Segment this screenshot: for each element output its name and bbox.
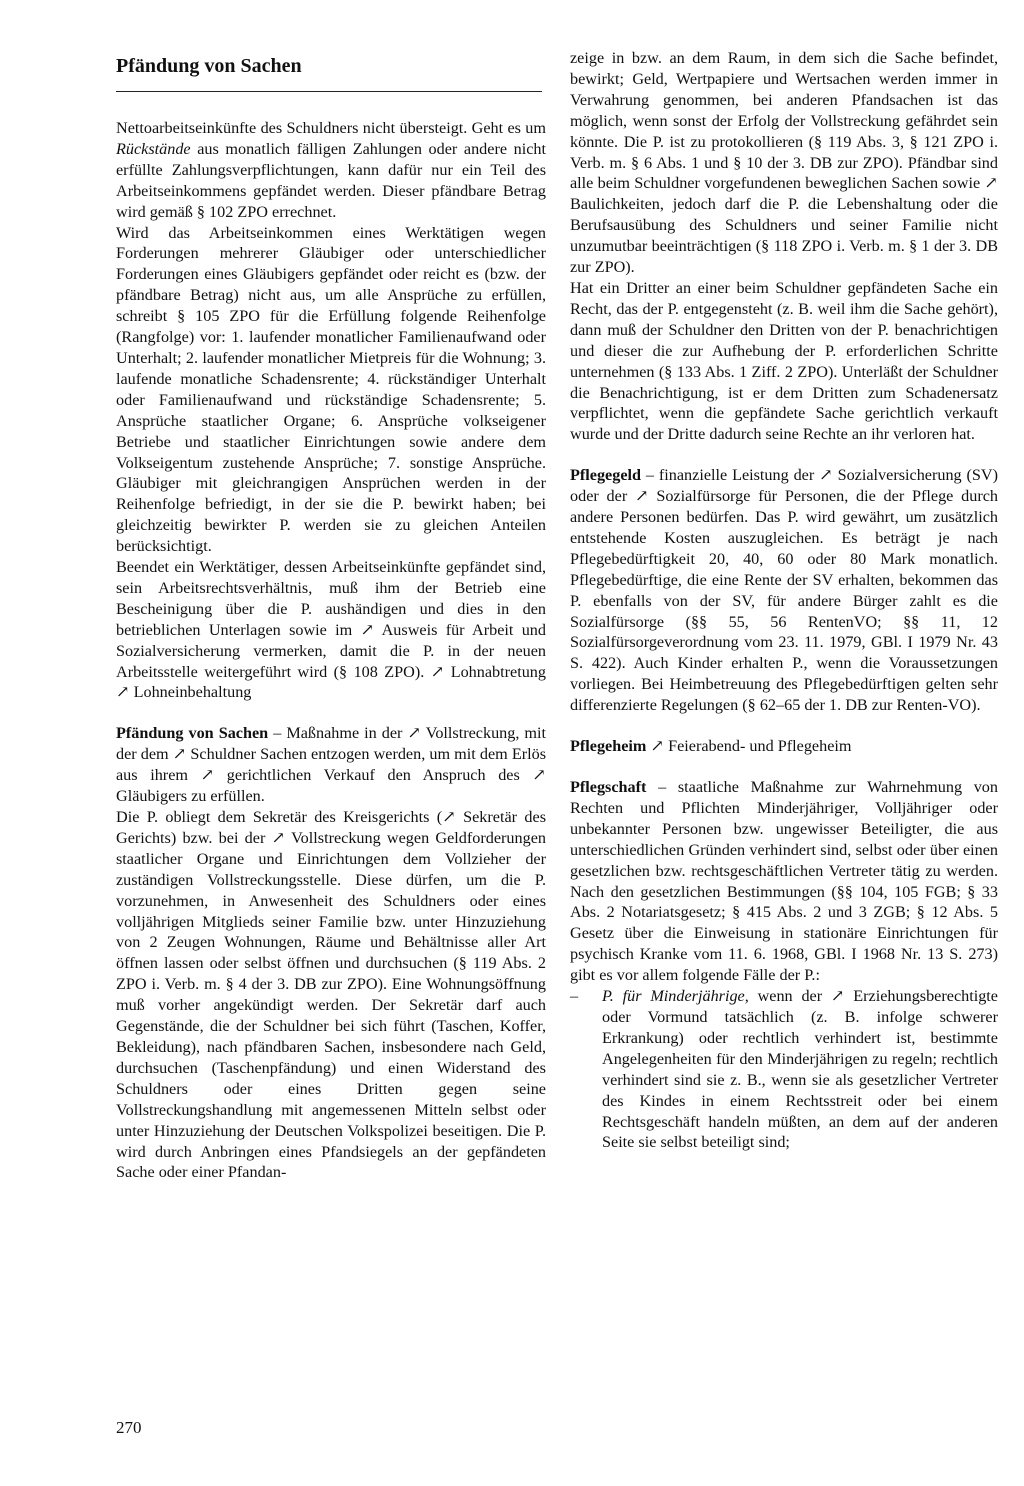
entry-headword: Pflegegeld (570, 466, 642, 485)
entry-pflegschaft (570, 777, 998, 986)
entry-pflegeheim (570, 736, 998, 757)
entry-headword: Pflegeheim (570, 737, 647, 756)
paragraph: Hat ein Dritter an einer beim Schuldner gepfändeten Sache ein Recht, das der P. entgegensteht (z. B. weil ihm die Sache gehört), dann muß der Schuldner den Dritten von der P. benachrichtigen und dieser die zur Aufhebung der P. erforderlichen Schritte unternehmen (§ 133 Abs. 1 Ziff. 2 ZPO). Unterläßt der Schuldner die Benachrichtigung, ist er dem Dritten zum Schadenersatz verpflichtet, wenn die gepfändete Sache gerichtlich verkauft wurde und der Dritte dadurch seine Rechte an ihr verloren hat. (570, 278, 998, 444)
text: Nettoarbeitseinkünfte des Schuldners nicht übersteigt. Geht es um (116, 119, 546, 137)
list-item-text (602, 986, 998, 1153)
list-item (570, 986, 998, 1153)
paragraph: zeige in bzw. an dem Raum, in dem sich die Sache befindet, bewirkt; Geld, Wertpapiere und Wertsachen werden immer in Verwahrung genommen, bei anderen Pfandsachen ist das möglich, wenn sonst der Erfolg der Vollstreckung gefährdet sein könnte. Die P. ist zu protokollieren (§ 119 Abs. 3, § 121 ZPO i. Verb. m. § 6 Abs. 1 und § 10 der 3. DB zur ZPO). Pfändbar sind alle beim Schuldner vorgefundenen beweglichen Sachen sowie ↗ Baulichkeiten, jedoch darf die P. die Lebenshaltung oder die Berufsausübung des Schuldners und seiner Familie nicht unzumutbar beeinträchtigen (§ 118 ZPO i. Verb. m. § 1 der 3. DB zur ZPO). (570, 49, 998, 277)
paragraph: Wird das Arbeitseinkommen eines Werktätigen wegen Forderungen mehrerer Gläubiger oder unterschiedlicher Forderungen eines Gläubigers gepfändet oder reicht es (bzw. der pfändbare Betrag) nicht aus, um alle Ansprüche zu erfüllen, schreibt § 105 ZPO für die Erfüllung folgende Reihenfolge (Rangfolge) vor: 1. laufender monatlicher Familienaufwand oder Unterhalt; 2. laufender monatlicher Mietpreis für die Wohnung; 3. laufende monatliche Schadensrente; 4. rückständiger Unterhalt oder Familienaufwand und rückständige Schadensrente; 5. Ansprüche staatlicher Organe; 6. Ansprüche volkseigener Betriebe und staatlicher Einrichtungen sowie andere dem Volkseigentum zustehende Ansprüche; 7. sonstige Ansprüche. Gläubiger mit gleichrangigen Ansprüchen werden in der Reihenfolge befriedigt, in der sie die P. bewirkt haben; bei gleichzeitig bewirkter P. werden sie zu gleichen Anteilen berücksichtigt. (116, 223, 546, 556)
right-column (570, 48, 998, 1153)
italic-term: P. für Minderjährige, (602, 987, 749, 1006)
running-header: Pfändung von Sachen (116, 55, 302, 77)
paragraph (116, 118, 546, 223)
italic-term: Rückstände (116, 139, 191, 158)
entry-pfaendung-von-sachen (116, 723, 546, 807)
header-rule (116, 91, 542, 92)
paragraph: Beendet ein Werktätiger, dessen Arbeitseinkünfte gepfändet sind, sein Arbeitsrechtsverhältnis, muß ihm der Betrieb eine Bescheinigung über die P. aushändigen und dies in den betrieblichen Unterlagen sowie im ↗ Ausweis für Arbeit und Sozialversicherung vermerken, damit die P. in der neuen Arbeitsstelle weitergeführt wird (§ 108 ZPO). ↗ Lohnabtretung ↗ Lohneinbehaltung (116, 558, 546, 702)
text: aus monatlich fälligen Zahlungen oder andere nicht erfüllte Zahlungsverpflichtungen, kann dafür nur ein Teil des Arbeitseinkommens gepfändet werden. Dieser pfändbare Betrag wird gemäß § 102 ZPO errechnet. (116, 139, 546, 221)
entry-headword: Pflegschaft (570, 778, 647, 796)
entry-text: – staatliche Maßnahme zur Wahrnehmung von Rechten und Pflichten Minderjähriger, Volljähriger oder unbekannter Personen bzw. ungewisser Beteiligter, die aus unterschiedlichen Gründen verhindert sind, selbst oder über einen gesetzlichen bzw. rechtsgeschäftlichen Vertreter tätig zu werden. Nach den gesetzlichen Bestimmungen (§§ 104, 105 FGB; § 33 Abs. 2 Notariatsgesetz; § 415 Abs. 2 und 3 ZGB; § 12 Abs. 5 Gesetz über die Einweisung in stationäre Einrichtungen für psychisch Kranke vom 11. 6. 1968, GBl. I 1968 Nr. 13 S. 273) gibt es vor allem folgende Fälle der P.: (570, 778, 998, 985)
page-number: 270 (116, 1418, 142, 1437)
entry-text: – Maßnahme in der ↗ Vollstreckung, mit der dem ↗ Schuldner Sachen entzogen werden, um mit dem Erlös aus ihrem ↗ gerichtlichen Verkauf den Anspruch des ↗ Gläubigers zu erfüllen. (116, 724, 547, 806)
left-column (116, 118, 546, 1183)
text: wenn der ↗ Erziehungsberechtigte oder Vormund tatsächlich (z. B. infolge schwerer Erkrankung) oder rechtlich verhindert ist, bestimmte Angelegenheiten für den Minderjährigen zu regeln; rechtlich verhindert sind sie z. B., wenn sie als gesetzlicher Vertreter des Kindes in einem Rechtsstreit oder bei einem Rechtsgeschäft handeln müßten, an dem auf der anderen Seite sie selbst beteiligt sind; (602, 987, 998, 1152)
paragraph: Die P. obliegt dem Sekretär des Kreisgerichts (↗ Sekretär des Gerichts) bzw. bei der ↗ Vollstreckung wegen Geldforderungen staatlicher Organe und Einrichtungen dem Vollzieher der zuständigen Vollstreckungsstelle. Diese dürfen, um die P. vorzunehmen, in Anwesenheit des Schuldners oder eines volljährigen Mitglieds seiner Familie bzw. unter Hinzuziehung von 2 Zeugen Wohnungen, Räume und Behältnisse aller Art öffnen lassen oder selbst öffnen und durchsuchen (§ 119 Abs. 2 ZPO i. Verb. m. § 4 der 3. DB zur ZPO). Eine Wohnungsöffnung muß vorher angekündigt werden. Der Sekretär darf auch Gegenstände, die der Schuldner bei sich führt (Taschen, Koffer, Bekleidung), nach pfändbaren Sachen, insbesondere nach Geld, durchsuchen (Taschenpfändung) und einen Widerstand des Schuldners oder eines Dritten gegen seine Vollstreckungshandlung mit angemessenen Mitteln selbst oder unter Hinzuziehung der Deutschen Volkspolizei beseitigen. Die P. wird durch Anbringen eines Pfandsiegels an der gepfändeten Sache oder einer Pfandan- (116, 808, 546, 1182)
dash-marker: – (570, 987, 579, 1006)
entry-text: – finanzielle Leistung der ↗ Sozialversicherung (SV) oder der ↗ Sozialfürsorge für Personen, die der Pflege durch andere Personen bedürfen. Das P. wird gewährt, um zusätzlich entstehende Kosten auszugleichen. Es beträgt je nach Pflegebedürftigkeit 20, 40, 60 oder 80 Mark monatlich. Pflegebedürftige, die eine Rente der SV erhalten, bekommen das P. ebenfalls von der SV, für andere Bürger zahlt es die Sozialfürsorge (§§ 55, 56 RentenVO; §§ 11, 12 Sozialfürsorgeverordnung vom 23. 11. 1979, GBl. I 1979 Nr. 43 S. 422). Auch Kinder erhalten P., wenn die Voraussetzungen vorliegen. Bei Heimbetreuung des Pflegebedürftigen gelten sehr differenzierte Regelungen (§ 62–65 der 1. DB zur Renten-VO). (570, 466, 998, 715)
entry-text: ↗ Feierabend- und Pflegeheim (646, 737, 852, 756)
entry-pflegegeld (570, 465, 998, 716)
entry-headword: Pfändung von Sachen (116, 724, 269, 743)
